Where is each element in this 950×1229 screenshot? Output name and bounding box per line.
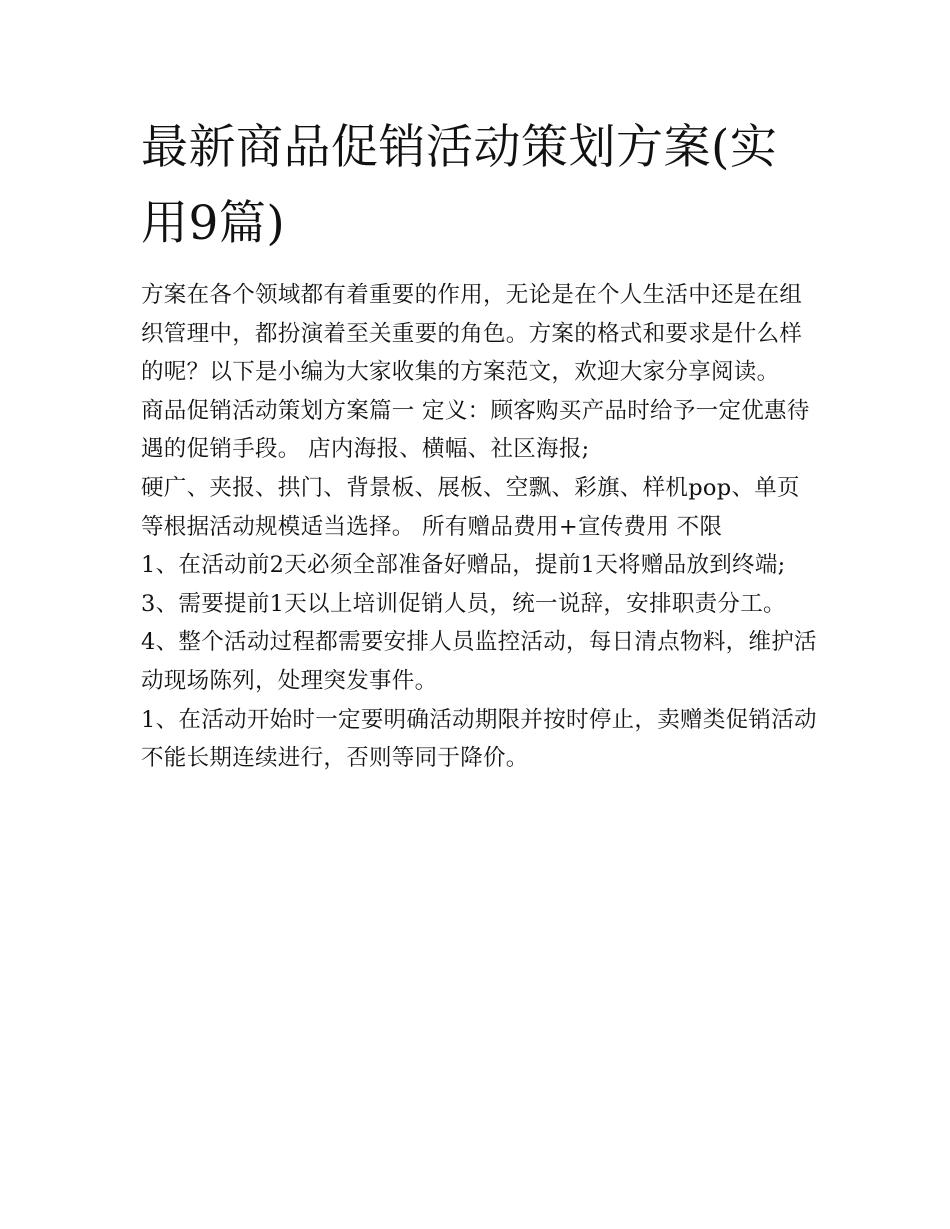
document-body [141, 110, 821, 778]
document-title: 最新商品促销活动策划方案(实用9篇) [141, 120, 778, 251]
paragraph-definition: 商品促销活动策划方案篇一 定义：顾客购买产品时给予一定优惠待遇的促销手段。 店内海报、横幅、社区海报; [141, 397, 810, 463]
paragraph-materials: 硬广、夹报、拱门、背景板、展板、空飘、彩旗、样机pop、单页等根据活动规模适当选择。 所有赠品费用+宣传费用 不限 [141, 474, 800, 540]
paragraph-intro: 方案在各个领域都有着重要的作用，无论是在个人生活中还是在组织管理中，都扮演着至关重要的角色。方案的格式和要求是什么样的呢？以下是小编为大家收集的方案范文，欢迎大家分享阅读。 [141, 282, 803, 386]
paragraph-preparation: 1、在活动前2天必须全部准备好赠品，提前1天将赠品放到终端; 3、需要提前1天以上培训促销人员，统一说辞，安排职责分工。 [141, 552, 786, 617]
paragraph-monitoring: 4、整个活动过程都需要安排人员监控活动，每日清点物料，维护活动现场陈列，处理突发事件。 [141, 629, 817, 694]
paragraph-duration: 1、在活动开始时一定要明确活动期限并按时停止，卖赠类促销活动不能长期连续进行，否则等同于降价。 [141, 706, 817, 772]
